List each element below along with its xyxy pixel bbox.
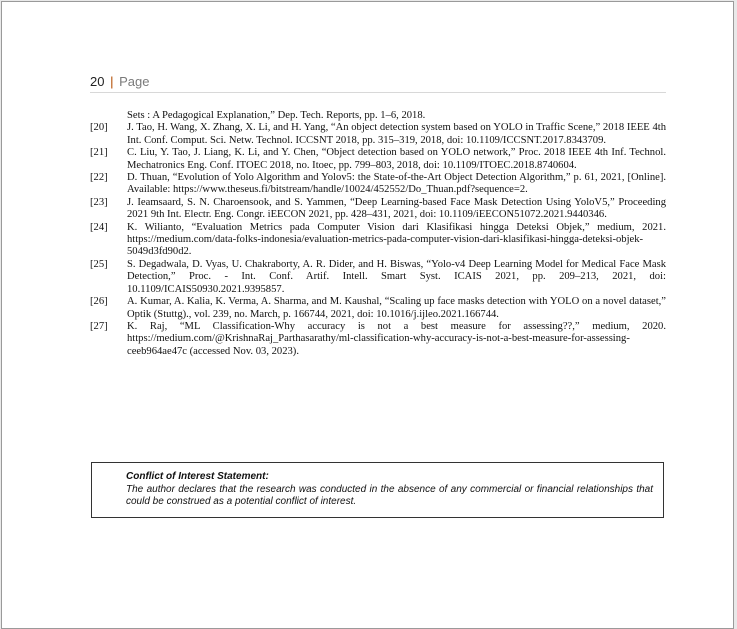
reference-number: [26] — [90, 296, 108, 308]
reference-item — [90, 172, 666, 197]
reference-text: C. Liu, Y. Tao, J. Liang, K. Li, and Y. Chen, “Object detection based on YOLO network,” Proc. 2018 IEEE 4th Inf. Technol. Mechatronics Eng. Conf. ITOEC 2018, no. Itoec, pp. 799–803, 2018, doi: 10.1109/ITOEC.2018.8740604. — [127, 147, 666, 171]
header-separator: | — [110, 74, 114, 89]
reference-text: Sets : A Pedagogical Explanation,” Dep. Tech. Reports, pp. 1–6, 2018. — [127, 110, 426, 121]
reference-number: [23] — [90, 196, 108, 208]
reference-item — [90, 259, 666, 296]
reference-text: S. Degadwala, D. Vyas, U. Chakraborty, A. R. Dider, and H. Biswas, “Yolo-v4 Deep Learning Model for Medical Face Mask Detection,” Proc. - Int. Conf. Artif. Intell. Smart Syst. ICAIS 2021, pp. 209–213, 2021, doi: 10.1109/ICAIS50930.2021.9395857. — [127, 258, 666, 295]
reference-list — [90, 110, 666, 358]
reference-item — [90, 296, 666, 321]
reference-item — [90, 321, 666, 358]
reference-text: D. Thuan, “Evolution of Yolo Algorithm and Yolov5: the State-of-the-Art Object Detection Algorithm,” p. 61, 2021, [Online]. Available: https://www.theseus.fi/bitstream/handle/10024/452552/Do_Thuan.pdf?sequence=2. — [127, 172, 666, 196]
reference-number: [21] — [90, 147, 108, 159]
reference-text: K. Wilianto, “Evaluation Metrics pada Computer Vision dari Klasifikasi hingga Deteksi Objek,” medium, 2021. https://medium.com/data-folks-indonesia/evaluation-metrics-pada-computer-vision-dari-klasifikasi-hingga-deteksi-objek-5049d3fd90d2. — [127, 221, 666, 258]
reference-number: [24] — [90, 221, 108, 233]
reference-number: [20] — [90, 122, 108, 134]
reference-item — [90, 147, 666, 172]
reference-text: J. Tao, H. Wang, X. Zhang, X. Li, and H. Yang, “An object detection system based on YOLO in Traffic Scene,” 2018 IEEE 4th Int. Conf. Comput. Sci. Netw. Technol. ICCSNT 2018, pp. 315–319, 2018, doi: 10.1109/ICCSNT.2017.8343709. — [127, 122, 666, 146]
document-page — [1, 1, 734, 629]
reference-number: [22] — [90, 172, 108, 184]
reference-number: [25] — [90, 258, 108, 270]
page-number: 20 — [90, 74, 105, 89]
conflict-title: Conflict of Interest Statement: — [126, 471, 269, 482]
reference-number: [27] — [90, 320, 108, 332]
page-label: Page — [119, 74, 150, 89]
reference-text: J. Ieamsaard, S. N. Charoensook, and S. Yammen, “Deep Learning-based Face Mask Detection Using YoloV5,” Proceeding 2021 9th Int. Electr. Eng. Congr. iEECON 2021, pp. 428–431, 2021, doi: 10.1109/iEECON51072.2021.9440346. — [127, 196, 666, 221]
reference-item — [90, 222, 666, 259]
conflict-of-interest-box — [91, 462, 664, 518]
reference-item — [90, 122, 666, 147]
conflict-body: The author declares that the research was conducted in the absence of any commercial or financial relationships that could be construed as a potential conflict of interest. — [126, 483, 653, 508]
page-header — [90, 74, 666, 93]
reference-item — [90, 110, 666, 122]
reference-text: A. Kumar, A. Kalia, K. Verma, A. Sharma, and M. Kaushal, “Scaling up face masks detection with YOLO on a novel dataset,” Optik (Stuttg)., vol. 239, no. March, p. 166744, 2021, doi: 10.1016/j.ijleo.2021.166744. — [127, 296, 666, 320]
reference-item — [90, 197, 666, 222]
reference-text: K. Raj, “ML Classification-Why accuracy is not a best measure for assessing??,” medium, 2020. https://medium.com/@KrishnaRaj_Parthasarathy/ml-classification-why-accuracy-is-not-a-best-measure-for-assessing-ceeb964ae47c (accessed Nov. 03, 2023). — [127, 320, 666, 357]
